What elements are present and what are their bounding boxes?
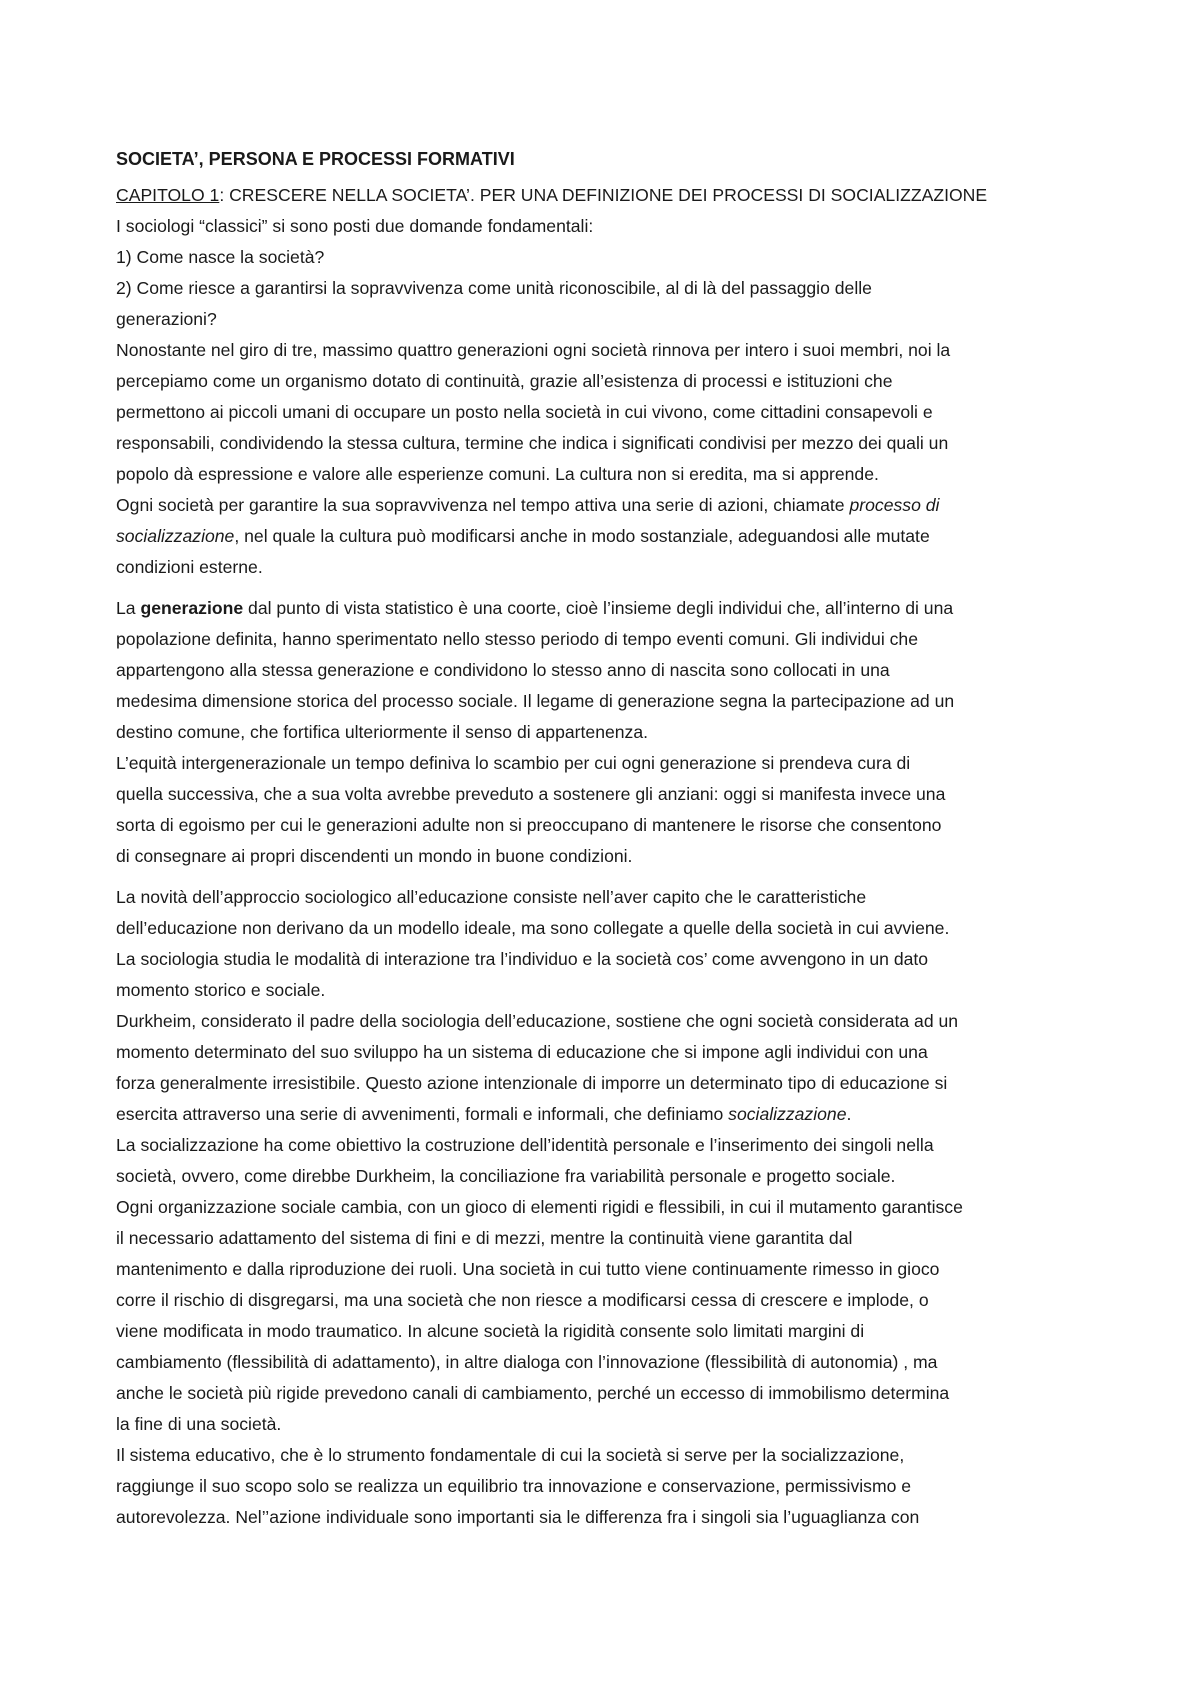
text-line: 1) Come nasce la società? (116, 247, 325, 267)
italic-term: socializzazione (728, 1104, 847, 1124)
text-line: Durkheim, considerato il padre della sociologia dell’educazione, sostiene che ogni società considerata ad un (116, 1011, 959, 1031)
text-line: la fine di una società. (116, 1414, 282, 1434)
text-line: La novità dell’approccio sociologico all’educazione consiste nell’aver capito che le caratteristiche (116, 887, 867, 907)
paragraph-2 (116, 593, 1096, 872)
text-line: percepiamo come un organismo dotato di continuità, grazie all’esistenza di processi e istituzioni che (116, 371, 893, 391)
text-line: viene modificata in modo traumatico. In alcune società la rigidità consente solo limitati margini di (116, 1321, 865, 1341)
text-line: mantenimento e dalla riproduzione dei ruoli. Una società in cui tutto viene continuamente rimesso in gioco (116, 1259, 940, 1279)
italic-term: socializzazione (116, 526, 235, 546)
text-line: sorta di egoismo per cui le generazioni adulte non si preoccupano di mantenere le risorse che consentono (116, 815, 942, 835)
text-line: Il sistema educativo, che è lo strumento fondamentale di cui la società si serve per la socializzazione, (116, 1445, 905, 1465)
text-line (116, 593, 1096, 624)
text-segment: . (846, 1104, 852, 1124)
text-line: popolazione definita, hanno sperimentato nello stesso periodo di tempo eventi comuni. Gli individui che (116, 629, 918, 649)
text-line: raggiunge il suo scopo solo se realizza un equilibrio tra innovazione e conservazione, permissivismo e (116, 1476, 912, 1496)
text-segment: , nel quale la cultura può modificarsi anche in modo sostanziale, adeguandosi alle mutate (234, 526, 930, 546)
text-line: corre il rischio di disgregarsi, ma una società che non riesce a modificarsi cessa di crescere e implode, o (116, 1290, 929, 1310)
text-segment: dal punto di vista statistico è una coorte, cioè l’insieme degli individui che, all’interno di una (243, 598, 954, 618)
text-line: società, ovvero, come direbbe Durkheim, la conciliazione fra variabilità personale e progetto sociale. (116, 1166, 896, 1186)
chapter-heading (116, 180, 1096, 211)
text-line: condizioni esterne. (116, 557, 263, 577)
chapter-label: CAPITOLO 1 (116, 185, 220, 205)
text-segment: Ogni società per garantire la sua sopravvivenza nel tempo attiva una serie di azioni, chiamate (116, 495, 850, 515)
text-line: autorevolezza. Nel’’azione individuale sono importanti sia le differenza fra i singoli sia l’uguaglianza con (116, 1507, 920, 1527)
text-line: quella successiva, che a sua volta avrebbe preveduto a sostenere gli anziani: oggi si manifesta invece una (116, 784, 946, 804)
text-line: I sociologi “classici” si sono posti due domande fondamentali: (116, 216, 594, 236)
bold-term: generazione (140, 598, 244, 618)
text-line: cambiamento (flessibilità di adattamento), in altre dialoga con l’innovazione (flessibilità di autonomia) , ma (116, 1352, 938, 1372)
text-line: La socializzazione ha come obiettivo la costruzione dell’identità personale e l’inserimento dei singoli nella (116, 1135, 934, 1155)
paragraph-3 (116, 882, 1096, 1533)
text-line: dell’educazione non derivano da un modello ideale, ma sono collegate a quelle della società in cui avviene. (116, 918, 950, 938)
text-line: permettono ai piccoli umani di occupare un posto nella società in cui vivono, come cittadini consapevoli e (116, 402, 933, 422)
text-line: forza generalmente irresistibile. Questo azione intenzionale di imporre un determinato tipo di educazione si (116, 1073, 948, 1093)
chapter-title: : CRESCERE NELLA SOCIETA’. PER UNA DEFINIZIONE DEI PROCESSI DI SOCIALIZZAZIONE (219, 185, 988, 205)
text-line (116, 490, 1096, 521)
paragraph-1 (116, 211, 1096, 583)
document-page (116, 148, 1096, 1533)
text-line: generazioni? (116, 309, 217, 329)
document-title: SOCIETA’, PERSONA E PROCESSI FORMATIVI (116, 149, 515, 169)
text-line: Ogni organizzazione sociale cambia, con un gioco di elementi rigidi e flessibili, in cui il mutamento garantisce (116, 1197, 963, 1217)
text-segment: La (116, 598, 141, 618)
text-line: momento storico e sociale. (116, 980, 326, 1000)
text-line: di consegnare ai propri discendenti un mondo in buone condizioni. (116, 846, 633, 866)
italic-term: processo di (849, 495, 940, 515)
text-line: Nonostante nel giro di tre, massimo quattro generazioni ogni società rinnova per intero i suoi membri, noi la (116, 340, 951, 360)
text-line: 2) Come riesce a garantirsi la sopravvivenza come unità riconoscibile, al di là del passaggio delle (116, 278, 872, 298)
text-line: La sociologia studia le modalità di interazione tra l’individuo e la società cos’ come avvengono in un dato (116, 949, 929, 969)
text-line: responsabili, condividendo la stessa cultura, termine che indica i significati condivisi per mezzo dei quali un (116, 433, 949, 453)
paragraph-gap (116, 583, 1096, 593)
text-line: appartengono alla stessa generazione e condividono lo stesso anno di nascita sono collocati in una (116, 660, 890, 680)
text-line: anche le società più rigide prevedono canali di cambiamento, perché un eccesso di immobilismo determina (116, 1383, 950, 1403)
text-line: popolo dà espressione e valore alle esperienze comuni. La cultura non si eredita, ma si apprende. (116, 464, 879, 484)
text-line (116, 521, 1096, 552)
text-line: destino comune, che fortifica ulteriormente il senso di appartenenza. (116, 722, 649, 742)
text-line: medesima dimensione storica del processo sociale. Il legame di generazione segna la partecipazione ad un (116, 691, 955, 711)
text-segment: esercita attraverso una serie di avvenimenti, formali e informali, che definiamo (116, 1104, 729, 1124)
text-line: momento determinato del suo sviluppo ha un sistema di educazione che si impone agli individui con una (116, 1042, 928, 1062)
text-line: L’equità intergenerazionale un tempo definiva lo scambio per cui ogni generazione si prendeva cura di (116, 753, 911, 773)
text-line: il necessario adattamento del sistema di fini e di mezzi, mentre la continuità viene garantita dal (116, 1228, 853, 1248)
paragraph-gap (116, 872, 1096, 882)
text-line (116, 1099, 1096, 1130)
